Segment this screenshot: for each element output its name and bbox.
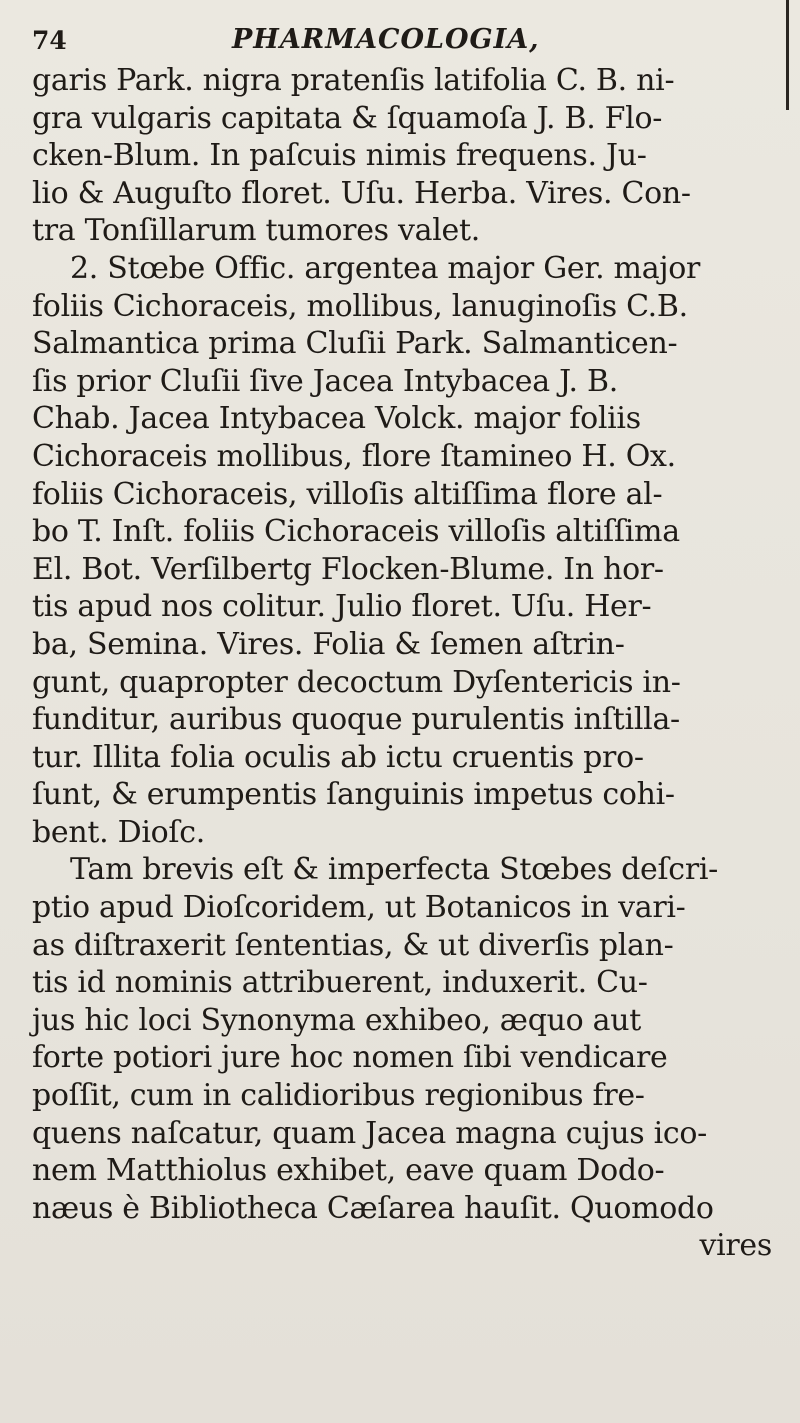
running-title: PHARMACOLOGIA, xyxy=(232,24,540,55)
text-line: Cichoraceis mollibus, flore ſtamineo H. Ox. xyxy=(32,438,676,474)
text-line: nem Matthiolus exhibet, eave quam Dodo- xyxy=(32,1153,665,1189)
body-text xyxy=(32,62,778,1265)
text-line: foliis Cichoraceis, mollibus, lanuginoſis C.B. xyxy=(32,288,688,324)
text-line: 2. Stœbe Offic. argentea major Ger. major xyxy=(70,250,701,286)
page-edge-rule xyxy=(786,0,789,110)
text-line: tra Tonſillarum tumores valet. xyxy=(32,213,480,249)
text-line: Salmantica prima Cluſii Park. Salmanticen- xyxy=(32,326,678,362)
catchword: vires xyxy=(699,1228,772,1264)
text-line: tis id nominis attribuerent, induxerit. Cu- xyxy=(32,965,648,1001)
text-line: lio & Auguſto floret. Uſu. Herba. Vires. Con- xyxy=(32,175,691,211)
text-line: jus hic loci Synonyma exhibeo, æquo aut xyxy=(32,1002,641,1038)
text-line: quens naſcatur, quam Jacea magna cujus ico- xyxy=(32,1115,707,1151)
page-number: 74 xyxy=(32,26,67,55)
text-line: poſſit, cum in calidioribus regionibus fre- xyxy=(32,1078,645,1114)
text-line: ſis prior Cluſii ſive Jacea Intybacea J. B. xyxy=(32,363,618,399)
text-line: næus è Bibliotheca Cæſarea hauſit. Quomodo xyxy=(32,1190,714,1226)
page-header xyxy=(32,20,772,60)
text-line: funditur, auribus quoque purulentis inſtilla- xyxy=(32,702,680,738)
text-line: bo T. Inſt. foliis Cichoraceis villoſis altiſſima xyxy=(32,514,680,550)
text-line: as diſtraxerit ſententias, & ut diverſis plan- xyxy=(32,927,674,963)
text-line: El. Bot. Verſilbertg Flocken-Blume. In hor- xyxy=(32,551,664,587)
text-line: Chab. Jacea Intybacea Volck. major foliis xyxy=(32,401,641,437)
text-line: Tam brevis eſt & imperfecta Stœbes deſcri- xyxy=(70,852,718,888)
text-line: ſunt, & erumpentis ſanguinis impetus cohi- xyxy=(32,777,675,813)
text-line: tur. Illita folia oculis ab ictu cruentis pro- xyxy=(32,739,644,775)
text-line: garis Park. nigra pratenſis latifolia C. B. ni- xyxy=(32,63,675,98)
text-line: foliis Cichoraceis, villoſis altiſſima flore al- xyxy=(32,476,663,512)
text-line: ptio apud Dioſcoridem, ut Botanicos in vari- xyxy=(32,890,686,926)
text-line: gra vulgaris capitata & ſquamoſa J. B. Flo- xyxy=(32,100,663,136)
text-line: cken-Blum. In paſcuis nimis frequens. Ju- xyxy=(32,138,647,174)
text-line: ba, Semina. Vires. Folia & ſemen aſtrin- xyxy=(32,626,625,662)
text-line: gunt, quapropter decoctum Dyſentericis in- xyxy=(32,664,681,700)
text-line: tis apud nos colitur. Julio floret. Uſu. Her- xyxy=(32,589,652,625)
text-line: forte potiori jure hoc nomen ſibi vendicare xyxy=(32,1040,668,1076)
text-line: bent. Dioſc. xyxy=(32,814,205,850)
